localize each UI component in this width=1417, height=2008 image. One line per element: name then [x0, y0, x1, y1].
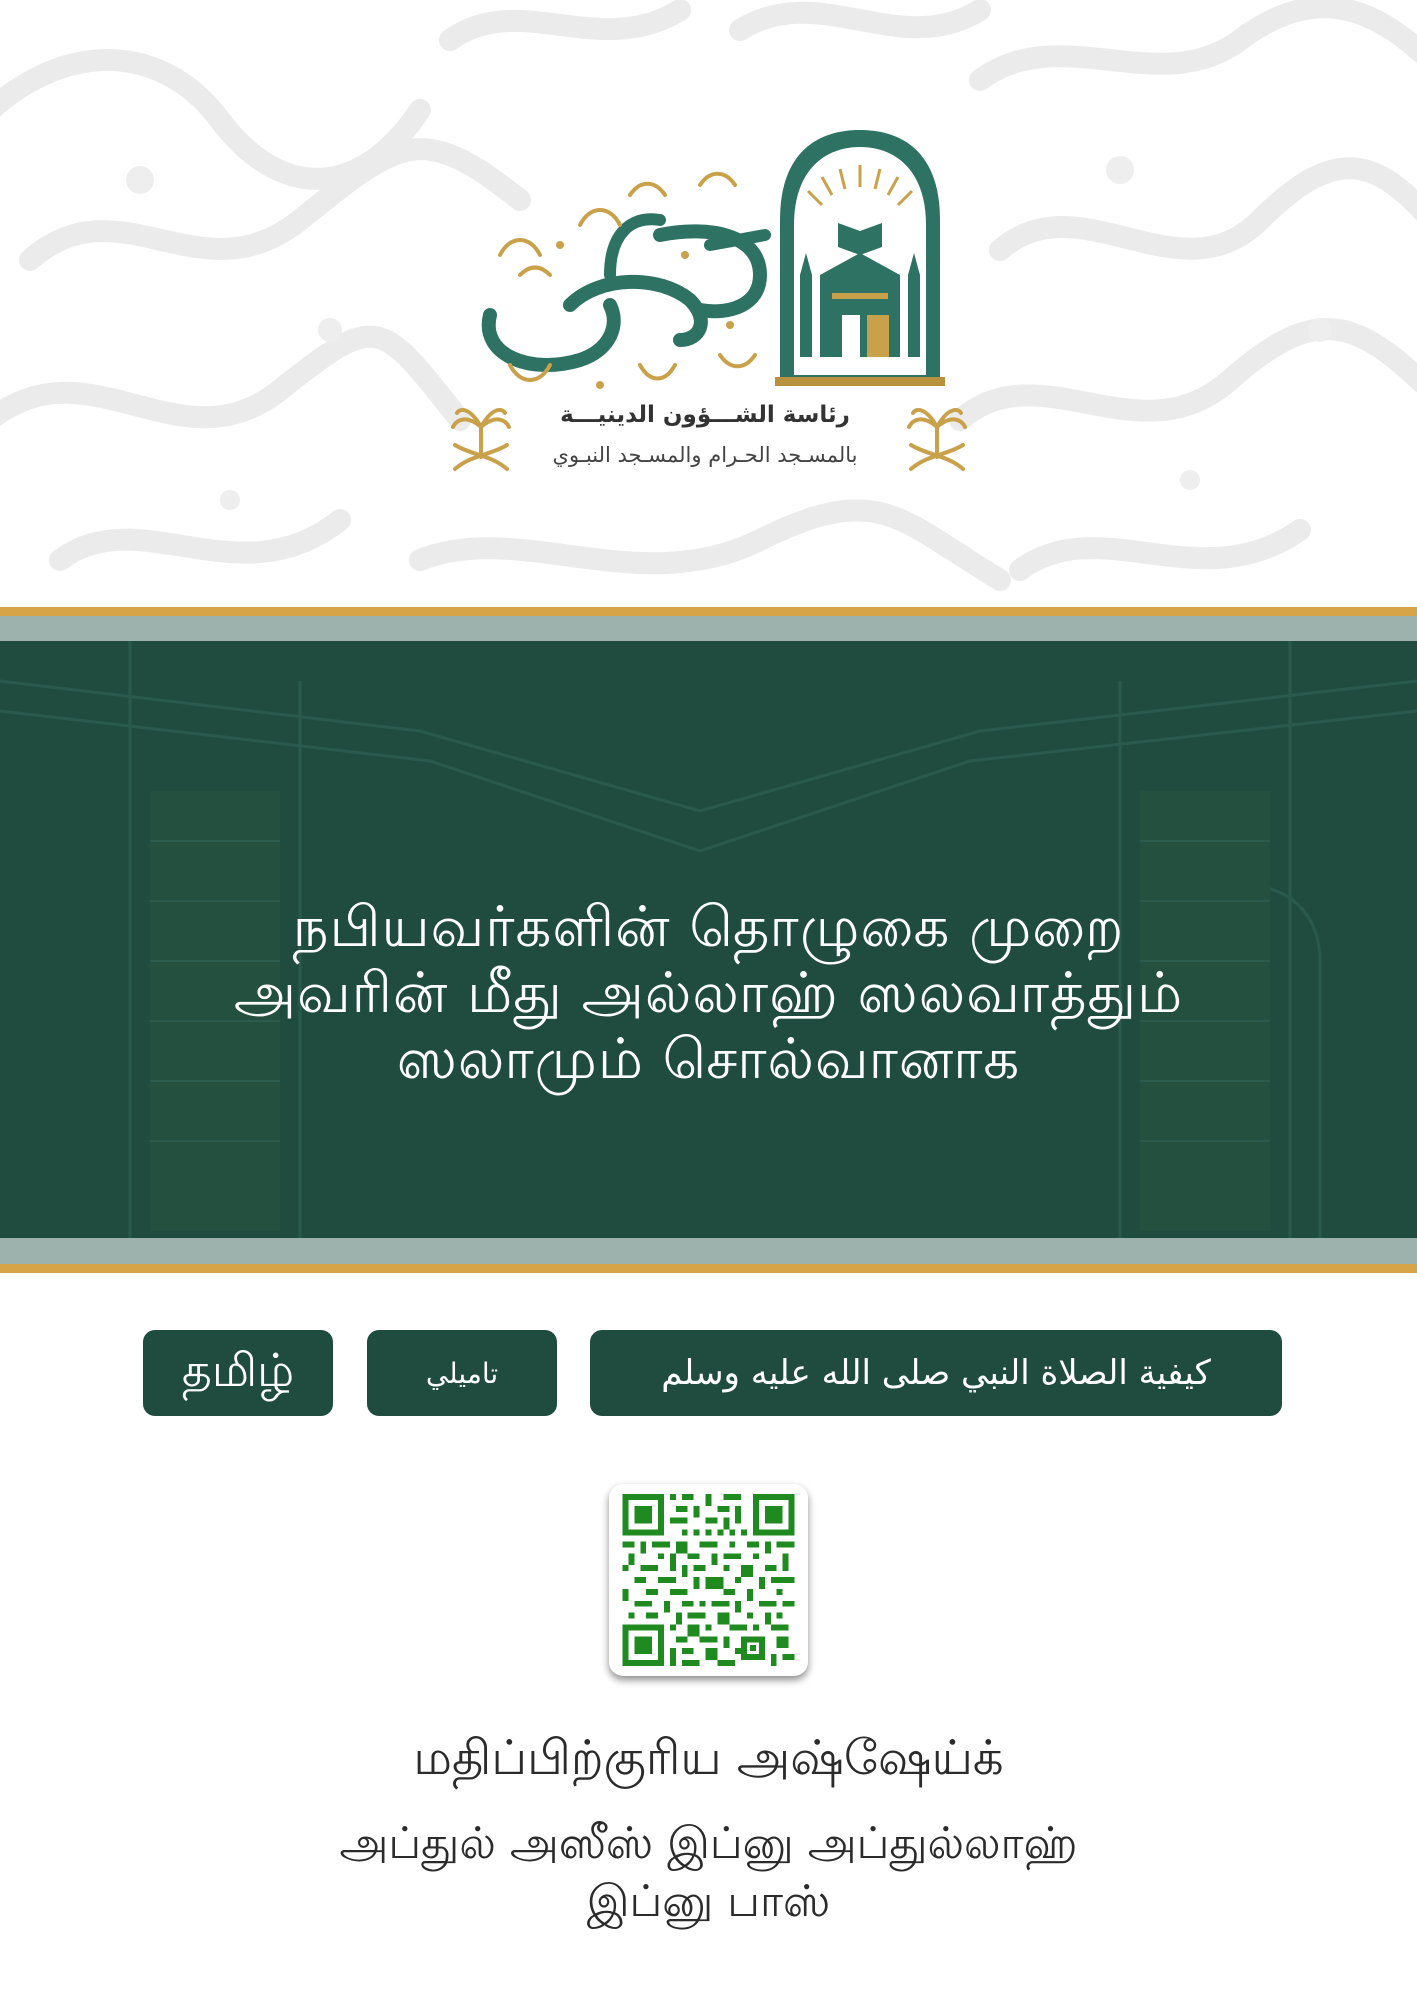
book-title-line: அவரின் மீது அல்லாஹ் ஸலவாத்தும் [233, 961, 1184, 1026]
qr-code-card[interactable] [609, 1484, 808, 1676]
book-title-line: ஸலாமும் சொல்வானாக [396, 1027, 1021, 1092]
author-name-line: அப்துல் அஸீஸ் இப்னு அப்துல்லாஹ் [339, 1818, 1078, 1869]
haramain-logo [460, 125, 980, 485]
author-name [100, 1815, 1317, 1931]
organization-subtitle: بالمسـجد الحـرام والمسـجد النبـوي [552, 443, 858, 467]
book-title-line: நபியவர்களின் தொழுகை முறை [292, 895, 1125, 960]
author-name-line: இப்னு பாஸ் [586, 1876, 831, 1927]
banner-bottom-gold-line [0, 1264, 1417, 1273]
banner-top-gold-line [0, 607, 1417, 616]
banner-top-band [0, 616, 1417, 641]
arch-mosque-logo-icon [775, 130, 945, 386]
organization-name: رئاسة الشـــؤون الدينيـــة [560, 402, 850, 428]
language-badge-arabic: تاميلي [367, 1330, 557, 1416]
author-honorific: மதிப்பிற்குரிய அஷ்ஷேய்க் [413, 1730, 1004, 1786]
book-title [40, 895, 1377, 1093]
language-badge-tamil: தமிழ் [143, 1330, 333, 1416]
qr-code-icon[interactable] [621, 1494, 796, 1666]
calligraphy-logo-icon [489, 174, 765, 389]
banner-bottom-band [0, 1238, 1417, 1264]
arabic-title-badge: كيفية الصلاة النبي صلى الله عليه وسلم [590, 1330, 1282, 1416]
